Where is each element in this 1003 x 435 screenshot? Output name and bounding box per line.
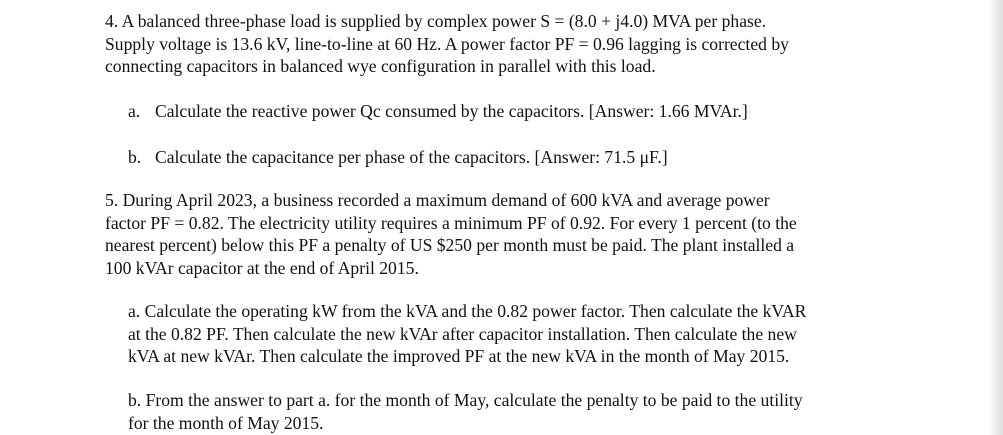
part-label: a.: [128, 101, 141, 121]
part-label: b.: [128, 147, 142, 167]
problem-4: [105, 10, 789, 78]
page-edge-shadow: [989, 0, 1003, 435]
problem-5a-line-2: at the 0.82 PF. Then calculate the new kVAr after capacitor installation. Then calculate the new: [128, 323, 797, 344]
problem-5-line-2: factor PF = 0.82. The electricity utility requires a minimum PF of 0.92. For every 1 percent (to the: [105, 212, 797, 233]
problem-5-line-1: 5. During April 2023, a business recorded a maximum demand of 600 kVA and average power: [105, 190, 770, 210]
part-text: Calculate the capacitance per phase of the capacitors. [Answer: 71.5 μF.]: [155, 147, 668, 167]
problem-4-line-1: 4. A balanced three-phase load is supplied by complex power S = (8.0 + j4.0) MVA per phase.: [105, 11, 767, 31]
problem-4-line-3: connecting capacitors in balanced wye configuration in parallel with this load.: [105, 56, 656, 76]
problem-4-line-2: Supply voltage is 13.6 kV, line-to-line at 60 Hz. A power factor PF = 0.96 lagging is corrected by: [105, 33, 789, 54]
problem-5a-line-1: a. Calculate the operating kW from the kVA and the 0.82 power factor. Then calculate the kVAR: [128, 301, 807, 321]
problem-4-part-a: [128, 100, 748, 123]
problem-5-part-b: [128, 389, 803, 434]
problem-5-part-a: [128, 300, 806, 368]
part-text: Calculate the reactive power Qc consumed by the capacitors. [Answer: 1.66 MVAr.]: [155, 101, 748, 121]
problem-5-line-4: 100 kVAr capacitor at the end of April 2015.: [105, 257, 419, 278]
problem-5a-line-3: kVA at new kVAr. Then calculate the improved PF at the new kVA in the month of May 2015.: [128, 346, 790, 366]
problem-5b-line-1: b. From the answer to part a. for the month of May, calculate the penalty to be paid to the utility: [128, 390, 803, 410]
problem-5: [105, 189, 797, 279]
problem-5b-line-2: for the month of May 2015.: [128, 412, 324, 433]
problem-5-line-3: nearest percent) below this PF a penalty of US $250 per month must be paid. The plant installed a: [105, 235, 795, 255]
problem-4-part-b: [128, 146, 668, 169]
